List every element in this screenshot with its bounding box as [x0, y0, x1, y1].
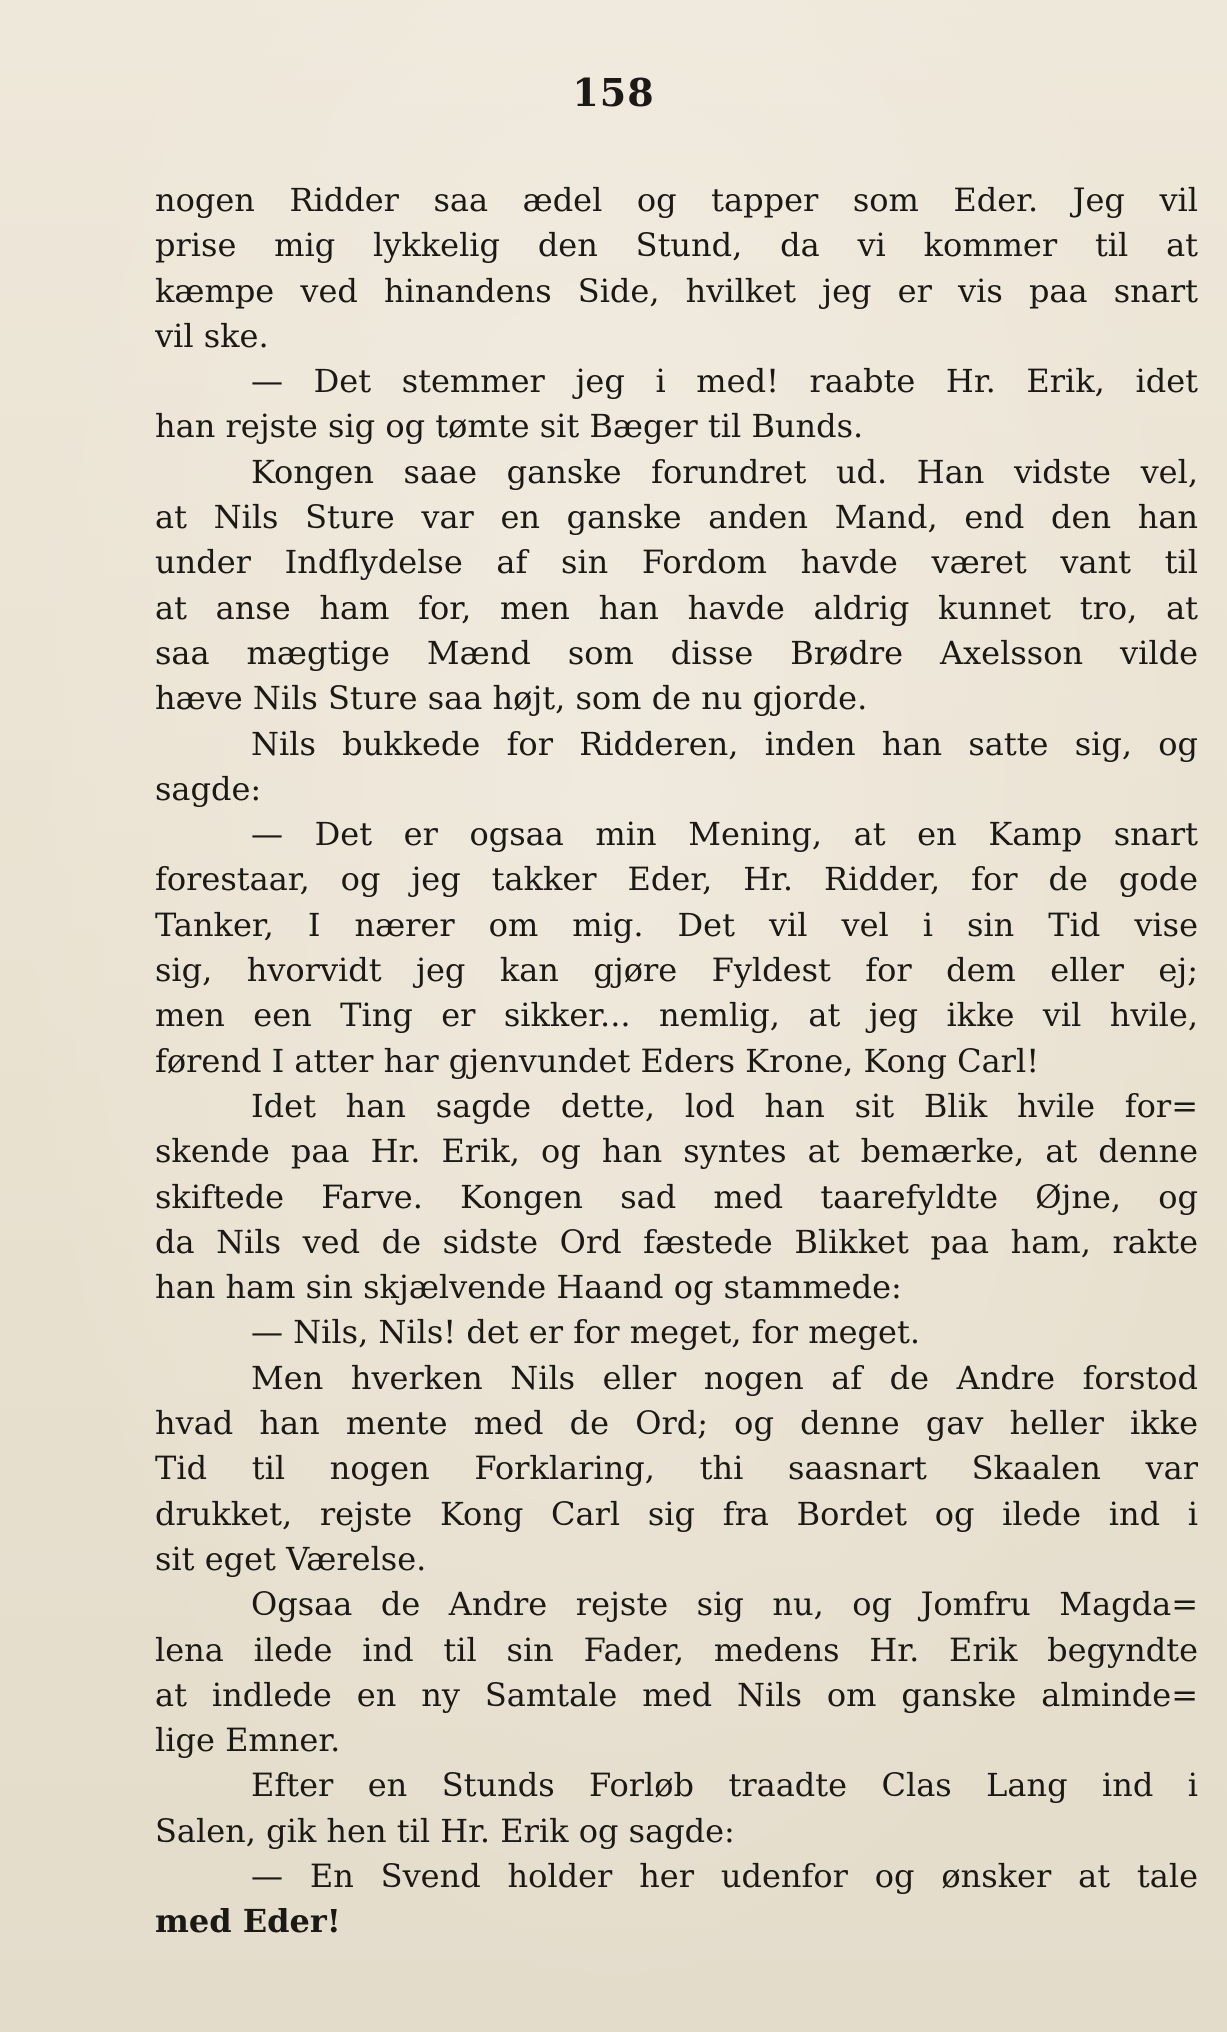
text-line: skende paa Hr. Erik, og han syntes at bemærke, at denne [155, 1132, 1198, 1171]
text-line: sit eget Værelse. [155, 1539, 427, 1578]
text-line: — En Svend holder her udenfor og ønsker at tale [251, 1856, 1198, 1895]
text-line: vil ske. [155, 316, 269, 355]
text-line: under Indflydelse af sin Fordom havde været vant til [155, 543, 1198, 582]
text-line: Idet han sagde dette, lod han sit Blik hvile for= [251, 1086, 1198, 1125]
text-line: Salen, gik hen til Hr. Erik og sagde: [155, 1811, 735, 1850]
text-line: sagde: [155, 769, 262, 808]
text-line: førend I atter har gjenvundet Eders Krone, Kong Carl! [155, 1041, 1040, 1080]
text-line: han ham sin skjælvende Haand og stammede: [155, 1268, 902, 1307]
text-line: hvad han mente med de Ord; og denne gav heller ikke [155, 1404, 1198, 1443]
text-line: Nils bukkede for Ridderen, inden han satte sig, og [251, 724, 1198, 763]
text-line: Tanker, I nærer om mig. Det vil vel i sin Tid vise [155, 905, 1198, 944]
text-line: nogen Ridder saa ædel og tapper som Eder. Jeg vil [155, 181, 1198, 219]
text-line: — Det stemmer jeg i med! raabte Hr. Erik, idet [251, 362, 1198, 401]
text-line: han rejste sig og tømte sit Bæger til Bunds. [155, 407, 864, 446]
text-line: prise mig lykkelig den Stund, da vi kommer til at [155, 226, 1198, 265]
text-line: sig, hvorvidt jeg kan gjøre Fyldest for dem eller ej; [155, 951, 1198, 990]
text-line: — Nils, Nils! det er for meget, for meget. [251, 1313, 920, 1352]
text-line: Tid til nogen Forklaring, thi saasnart Skaalen var [155, 1449, 1198, 1488]
text-line: Men hverken Nils eller nogen af de Andre forstod [251, 1358, 1198, 1397]
page-number: 158 [572, 70, 655, 115]
text-line: da Nils ved de sidste Ord fæstede Blikket paa ham, rakte [155, 1222, 1198, 1261]
text-line: hæve Nils Sture saa højt, som de nu gjorde. [155, 679, 868, 718]
text-line: lena ilede ind til sin Fader, medens Hr. Erik begyndte [155, 1630, 1198, 1669]
text-line: drukket, rejste Kong Carl sig fra Bordet og ilede ind i [155, 1494, 1198, 1533]
text-line: Efter en Stunds Forløb traadte Clas Lang ind i [251, 1766, 1198, 1805]
text-line: at anse ham for, men han havde aldrig kunnet tro, at [155, 588, 1198, 627]
text-line: forestaar, og jeg takker Eder, Hr. Ridder, for de gode [155, 860, 1198, 899]
text-line: lige Emner. [155, 1721, 341, 1760]
text-line: — Det er ogsaa min Mening, at en Kamp snart [251, 815, 1198, 854]
text-line: Kongen saae ganske forundret ud. Han vidste vel, [251, 452, 1198, 491]
text-line: saa mægtige Mænd som disse Brødre Axelsson vilde [155, 633, 1198, 672]
text-line: Ogsaa de Andre rejste sig nu, og Jomfru Magda= [251, 1585, 1198, 1624]
text-line: at Nils Sture var en ganske anden Mand, end den han [155, 498, 1198, 537]
text-line: skiftede Farve. Kongen sad med taarefyldte Øjne, og [155, 1177, 1198, 1216]
text-line: med Eder! [155, 1902, 341, 1941]
text-line: men een Ting er sikker... nemlig, at jeg ikke vil hvile, [155, 996, 1198, 1035]
body-text [155, 178, 1198, 1945]
text-line: at indlede en ny Samtale med Nils om ganske alminde= [155, 1675, 1198, 1714]
text-line: kæmpe ved hinandens Side, hvilket jeg er vis paa snart [155, 271, 1198, 310]
